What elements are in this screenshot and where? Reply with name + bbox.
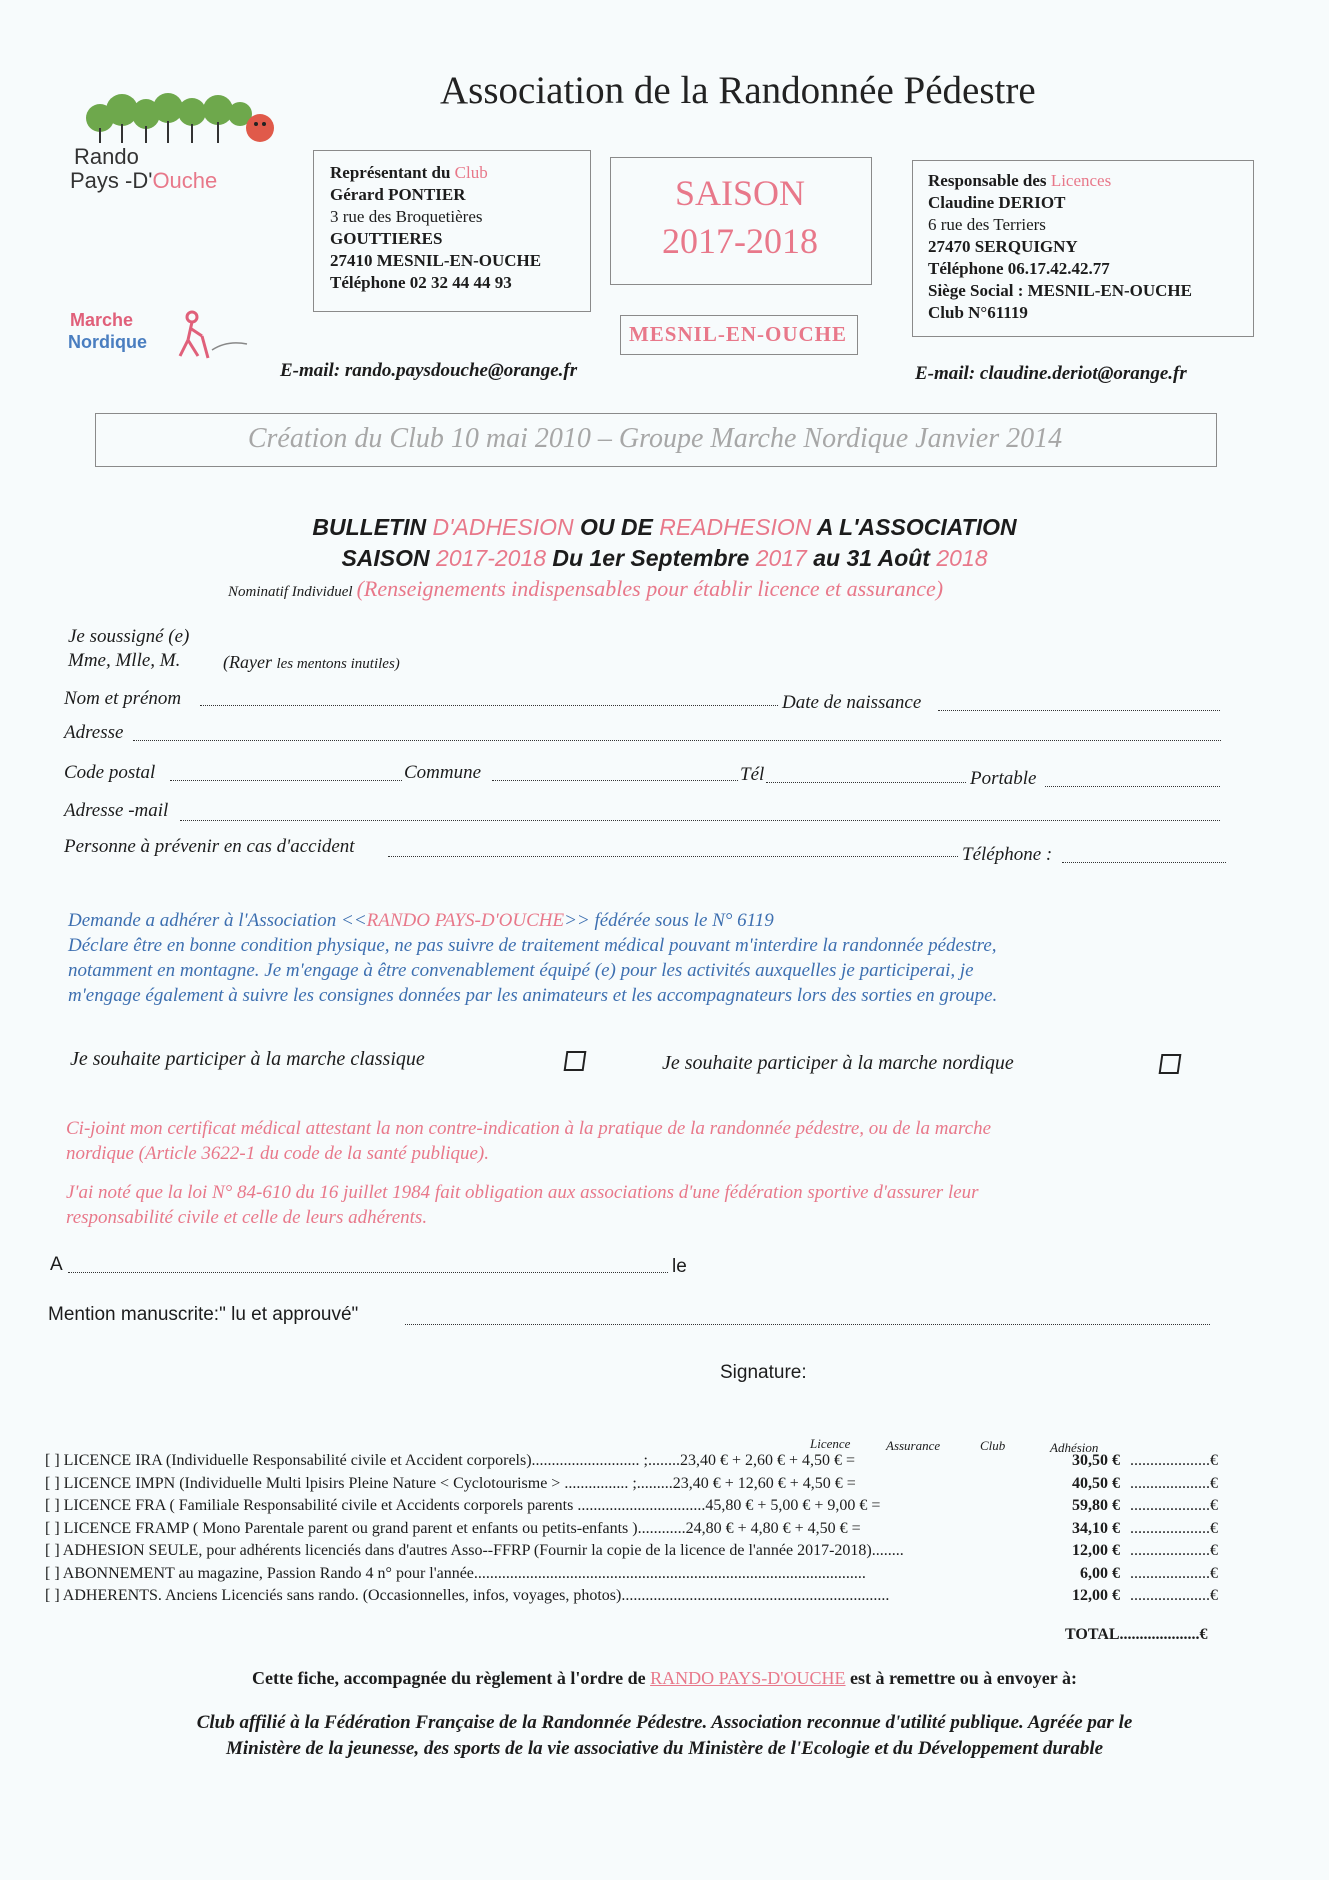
bulletin-t2-d: 2017 [755,545,807,571]
rando-logo [70,88,280,198]
licence-row-text: [ ] ABONNEMENT au magazine, Passion Rando 4 n° pour l'année.................................................................................................. [45,1565,866,1582]
commune-input[interactable] [492,780,738,781]
responsable-label [928,170,1192,192]
licence-row[interactable] [45,1475,856,1493]
licence-row-total: 40,50 € [1072,1475,1120,1492]
total-row: TOTAL....................€ [1065,1626,1208,1643]
choice-classique-label: Je souhaite participer à la marche classique [70,1048,425,1070]
licence-row-text: [ ] LICENCE FRAMP ( Mono Parentale parent ou grand parent et enfants ou petits-enfants )............24,80 € + 4,80 € + 4,50 € = [45,1520,861,1537]
licence-row-amount-input[interactable]: ....................€ [1130,1520,1218,1537]
logo-line2 [70,168,217,194]
form-rayer-a: (Rayer [223,652,277,672]
footer-l1-c: est à remettre ou à envoyer à: [845,1668,1077,1688]
representant-name: Gérard PONTIER [330,185,466,204]
page-title: Association de la Randonnée Pédestre [440,69,1036,112]
licence-row-total: 59,80 € [1072,1497,1120,1514]
bulletin-t1-d: READHESION [659,514,812,540]
email-label: Adresse -mail [64,800,169,821]
form-rayer-b: les mentons inutiles) [276,656,400,672]
declaration-line4: m'engage également à suivre les consignes données par les animateurs et les accompagnateurs lors des sorties en groupe. [68,985,998,1006]
location-label: MESNIL-EN-OUCHE [628,322,848,346]
form-civilite: Mme, Mlle, M. [68,650,181,671]
responsable-email[interactable]: E-mail: claudine.deriot@orange.fr [915,363,1187,384]
declaration-l1-b: RANDO PAYS-D'OUCHE [366,910,565,931]
licence-row[interactable] [45,1452,855,1470]
choice-classique-checkbox[interactable] [564,1051,587,1071]
responsable-name: Claudine DERIOT [928,193,1066,212]
form-soussigne: Je soussigné (e) [68,626,190,647]
representant-phone: Téléphone 02 32 44 44 93 [330,273,512,292]
accident-input[interactable] [388,856,958,857]
representant-label [330,162,541,184]
code-postal-label: Code postal [64,762,156,783]
responsable-label-b: Licences [1050,171,1112,190]
a-input[interactable] [68,1272,668,1273]
saison-line1: SAISON [674,173,806,213]
code-postal-input[interactable] [170,780,402,781]
naissance-label: Date de naissance [782,692,922,713]
bulletin-t1-a: BULLETIN [312,514,433,540]
bulletin-t2-a: SAISON [341,545,437,571]
email-input[interactable] [180,820,1220,821]
licence-row-text: [ ] ADHESION SEULE, pour adhérents licenciés dans d'autres Asso--FFRP (Fournir la copie de la licence de l'année 2017-2018)........ [45,1542,904,1559]
footer-line3: Ministère de la jeunesse, des sports de la vie associative du Ministère de l'Ecologie et du Développement durable [225,1738,1104,1759]
a-label: A [50,1254,63,1275]
footer-l1-b: RANDO PAYS-D'OUCHE [650,1668,846,1688]
telephone-input[interactable] [1062,862,1226,863]
tel-label: Tél [740,764,765,785]
logo-line2-b: Ouche [152,168,218,193]
representant-label-b: Club [454,163,488,182]
bulletin-t1-c: OU DE [573,514,660,540]
telephone-label: Téléphone : [962,844,1053,865]
responsable-label-a: Responsable des [928,171,1051,190]
certificat-line2: nordique (Article 3622-1 du code de la santé publique). [66,1143,490,1164]
assurance-header: Assurance [886,1438,941,1453]
licence-row[interactable] [45,1587,889,1605]
licence-row-amount-input[interactable]: ....................€ [1130,1497,1218,1514]
licence-row-amount-input[interactable]: ....................€ [1130,1565,1218,1582]
licence-row-amount-input[interactable]: ....................€ [1130,1475,1218,1492]
le-label: le [672,1256,687,1277]
bulletin-subtitle [228,576,943,602]
licence-row-text: [ ] LICENCE FRA ( Familiale Responsabilité civile et Accidents corporels parents ................................45,80 € + 5,00 € + 9,00 € = [45,1497,881,1514]
bulletin-title-1 [0,514,1329,541]
certificat-line4: responsabilité civile et celle de leurs adhérents. [66,1207,428,1228]
licence-row-amount-input[interactable]: ....................€ [1130,1452,1218,1469]
representant-block [330,162,541,294]
licence-row-total: 34,10 € [1072,1520,1120,1537]
bulletin-t2-c: Du 1er Septembre [546,545,756,571]
bulletin-renseignements: (Renseignements indispensables pour établir licence et assurance) [356,576,944,601]
licence-row-amount-input[interactable]: ....................€ [1130,1587,1218,1604]
licence-row[interactable] [45,1565,866,1583]
bulletin-t2-e: au 31 Août [806,545,937,571]
declaration-line2: Déclare être en bonne condition physique, ne pas suivre de traitement médical pouvant m'interdire la randonnée pédestre, [68,935,997,956]
certificat-line3: J'ai noté que la loi N° 84-610 du 16 juillet 1984 fait obligation aux associations d'une fédération sportive d'assurer leur [66,1182,979,1203]
licence-row-text: [ ] ADHERENTS. Anciens Licenciés sans rando. (Occasionnelles, infos, voyages, photos)................................................................... [45,1587,890,1604]
responsable-phone: Téléphone 06.17.42.42.77 [928,259,1110,278]
adresse-input[interactable] [133,740,1221,741]
licence-row-text: [ ] LICENCE IRA (Individuelle Responsabilité civile et Accident corporels)........................... ;........23,40 € + 2,60 € + 4,50 € = [45,1452,856,1469]
licence-row-text: [ ] LICENCE IMPN (Individuelle Multi lpisirs Pleine Nature < Cyclotourisme > ................ ;.........23,40 € + 12,60 € + 4,50 € = [45,1475,856,1492]
commune-label: Commune [404,762,482,783]
choice-nordique-checkbox[interactable] [1159,1054,1182,1074]
nom-input[interactable] [200,705,778,706]
footer-line1 [0,1668,1329,1689]
bulletin-title-2 [0,545,1329,572]
responsable-block [928,170,1192,324]
adhesion-header: Adhésion [1050,1440,1099,1455]
declaration [68,908,997,1008]
tel-input[interactable] [766,782,966,783]
licence-header: Licence [810,1436,851,1451]
choice-nordique-label: Je souhaite participer à la marche nordique [662,1052,1014,1074]
mention-input[interactable] [405,1324,1210,1325]
logo-line1: Rando [74,144,139,169]
declaration-line3: notamment en montagne. Je m'engage à être convenablement équipé (e) pour les activités auxquelles je participerai, je [68,960,974,981]
bulletin-t1-e: A L'ASSOCIATION [811,514,1017,540]
declaration-line1 [68,908,997,933]
walker-icon [172,310,252,360]
responsable-street: 6 rue des Terriers [928,215,1046,234]
certificat-line1: Ci-joint mon certificat médical attestant la non contre-indication à la pratique de la randonnée pédestre, ou de la marche [66,1118,992,1139]
nom-label: Nom et prénom [64,688,182,709]
declaration-l1-c: >> fédérée sous le N° 6119 [564,910,774,931]
representant-email[interactable]: E-mail: rando.paysdouche@orange.fr [280,360,578,381]
bulletin-t2-f: 2018 [936,545,988,571]
portable-label: Portable [970,768,1037,789]
logo-line2-a: Pays -D' [70,168,153,193]
declaration-l1-a: Demande a adhérer à l'Association << [68,910,367,931]
trees-logo-icon [80,88,280,148]
saison-line2: 2017-2018 [662,221,818,261]
portable-input[interactable] [1045,786,1220,787]
creation-banner: Création du Club 10 mai 2010 – Groupe Marche Nordique Janvier 2014 [247,423,1063,454]
footer-l1-a: Cette fiche, accompagnée du règlement à l'ordre de [252,1668,651,1688]
licence-row-total: 6,00 € [1080,1565,1120,1582]
adresse-label: Adresse [64,722,124,743]
licence-row-total: 12,00 € [1072,1587,1120,1604]
marche-logo-line2: Nordique [68,332,147,352]
licence-row-total: 30,50 € [1072,1452,1120,1469]
representant-city: 27410 MESNIL-EN-OUCHE [330,251,542,270]
footer-line2: Club affilié à la Fédération Française de la Randonnée Pédestre. Association reconnue d'utilité publique. Agréée par le [196,1712,1133,1733]
naissance-input[interactable] [938,710,1220,711]
marche-logo-line1: Marche [70,310,134,330]
certificat [66,1116,991,1230]
signature-label: Signature: [720,1362,807,1383]
bulletin-t2-b: 2017-2018 [436,545,547,571]
licence-row-total: 12,00 € [1072,1542,1120,1559]
representant-town: GOUTTIERES [330,229,443,248]
licence-row-amount-input[interactable]: ....................€ [1130,1542,1218,1559]
representant-label-a: Représentant du [330,163,455,182]
responsable-siege: Siège Social : MESNIL-EN-OUCHE [928,281,1192,300]
marche-nordique-logo [68,310,268,370]
licence-row[interactable] [45,1542,904,1560]
representant-street: 3 rue des Broquetières [330,207,483,226]
licence-row[interactable] [45,1520,861,1538]
responsable-city: 27470 SERQUIGNY [928,237,1078,256]
bulletin-nominatif: Nominatif Individuel [228,584,353,600]
form-rayer [223,652,400,673]
club-header: Club [980,1438,1006,1453]
bulletin-t1-b: D'ADHESION [432,514,574,540]
mention-label: Mention manuscrite:" lu et approuvé" [48,1304,359,1325]
responsable-club-no: Club N°61119 [928,303,1028,322]
accident-label: Personne à prévenir en cas d'accident [64,836,355,857]
licence-row[interactable] [45,1497,880,1515]
